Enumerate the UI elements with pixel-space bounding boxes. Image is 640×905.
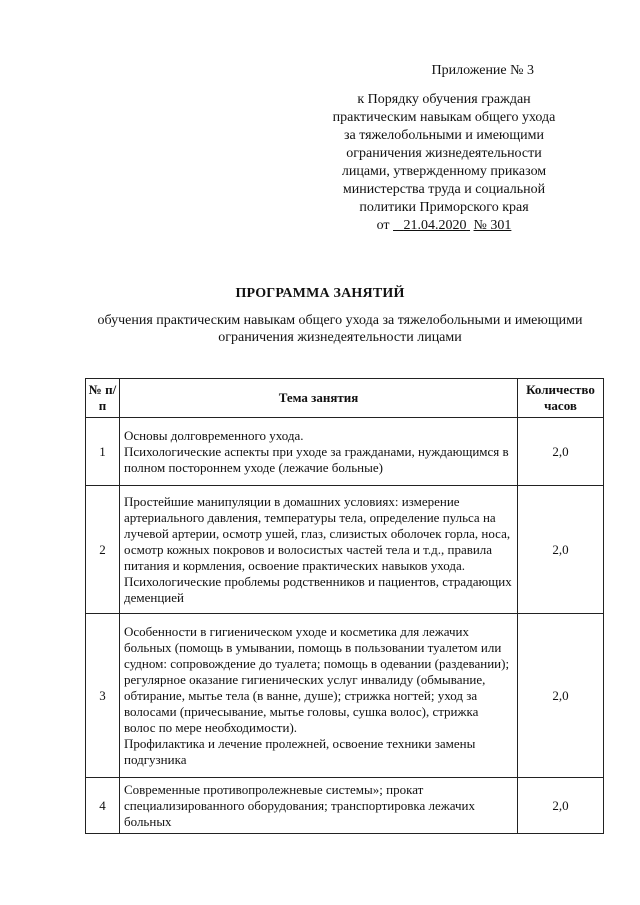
table-row xyxy=(86,418,604,486)
order-date xyxy=(393,218,470,233)
appendix-line: министерства труда и социальной xyxy=(342,182,546,197)
topic-paragraph: Основы долговременного ухода. xyxy=(124,427,304,443)
program-title: ПРОГРАММА ЗАНЯТИЙ xyxy=(235,286,405,301)
header-hours: Количество часов xyxy=(518,379,604,418)
appendix-line: лицами, утвержденному приказом xyxy=(341,164,547,179)
row-hours: 2,0 xyxy=(518,614,604,778)
row-topic xyxy=(120,486,518,614)
appendix-line: к Порядку обучения граждан xyxy=(357,92,531,107)
header-topic: Тема занятия xyxy=(120,379,518,418)
appendix-line: ограничения жизнедеятельности xyxy=(346,146,542,161)
header-num: № п/п xyxy=(86,379,120,418)
appendix-date-line xyxy=(300,217,588,235)
table-row xyxy=(86,486,604,614)
table-row xyxy=(86,614,604,778)
appendix-block xyxy=(300,62,588,235)
row-hours: 2,0 xyxy=(518,778,604,834)
row-num: 2 xyxy=(86,486,120,614)
row-num: 3 xyxy=(86,614,120,778)
row-topic xyxy=(120,778,518,834)
topic-paragraph: Психологические аспекты при уходе за гражданами, нуждающимся в полном постороннем уходе (лежачие больные) xyxy=(124,443,509,475)
topic-paragraph: Профилактика и лечение пролежней, освоение техники замены подгузника xyxy=(124,735,476,767)
row-hours: 2,0 xyxy=(518,486,604,614)
topic-paragraph: Современные противопролежневые системы»; прокат специализированного оборудования; транспортировка лежачих больных xyxy=(124,781,475,829)
row-topic xyxy=(120,418,518,486)
appendix-line: практическим навыкам общего ухода xyxy=(332,110,556,125)
appendix-line: политики Приморского края xyxy=(359,200,529,215)
appendix-line: за тяжелобольными и имеющими xyxy=(343,128,544,143)
order-date-value: 21.04.2020 xyxy=(403,218,467,233)
table-header-row xyxy=(86,379,604,418)
row-num: 4 xyxy=(86,778,120,834)
topic-paragraph: Психологические проблемы родственников и пациентов, страдающих деменцией xyxy=(124,573,512,605)
program-table xyxy=(85,378,604,834)
order-number: № 301 xyxy=(473,218,512,233)
table-row xyxy=(86,778,604,834)
topic-paragraph: Простейшие манипуляции в домашних условиях: измерение артериального давления, температуры тела, определение пульса на лучевой артерии, осмотр ушей, глаз, слизистых оболочек горла, носа, осмотр кожных покровов и волосистых частей тела и т.д., правила питания и кормления, освоение практических навыков ухода. xyxy=(124,493,511,573)
appendix-number: Приложение № 3 xyxy=(431,63,534,78)
program-subtitle: обучения практическим навыкам общего ухода за тяжелобольными и имеющими ограничения жизнедеятельности лицами xyxy=(97,313,583,345)
row-hours: 2,0 xyxy=(518,418,604,486)
row-topic xyxy=(120,614,518,778)
row-num: 1 xyxy=(86,418,120,486)
date-prefix: от xyxy=(376,218,390,233)
topic-paragraph: Особенности в гигиеническом уходе и косметика для лежачих больных (помощь в умывании, помощь в пользовании туалетом или судном: сопровождение до туалета; помощь в одевании (раздевании); регулярное оказание гигиенических услуг инвалиду (обмывание, обтирание, мытье тела (в ванне, душе); стрижка ногтей; уход за волосами (причесывание, мытье головы, сушка волос), стрижка волос по мере необходимости). xyxy=(124,623,510,735)
